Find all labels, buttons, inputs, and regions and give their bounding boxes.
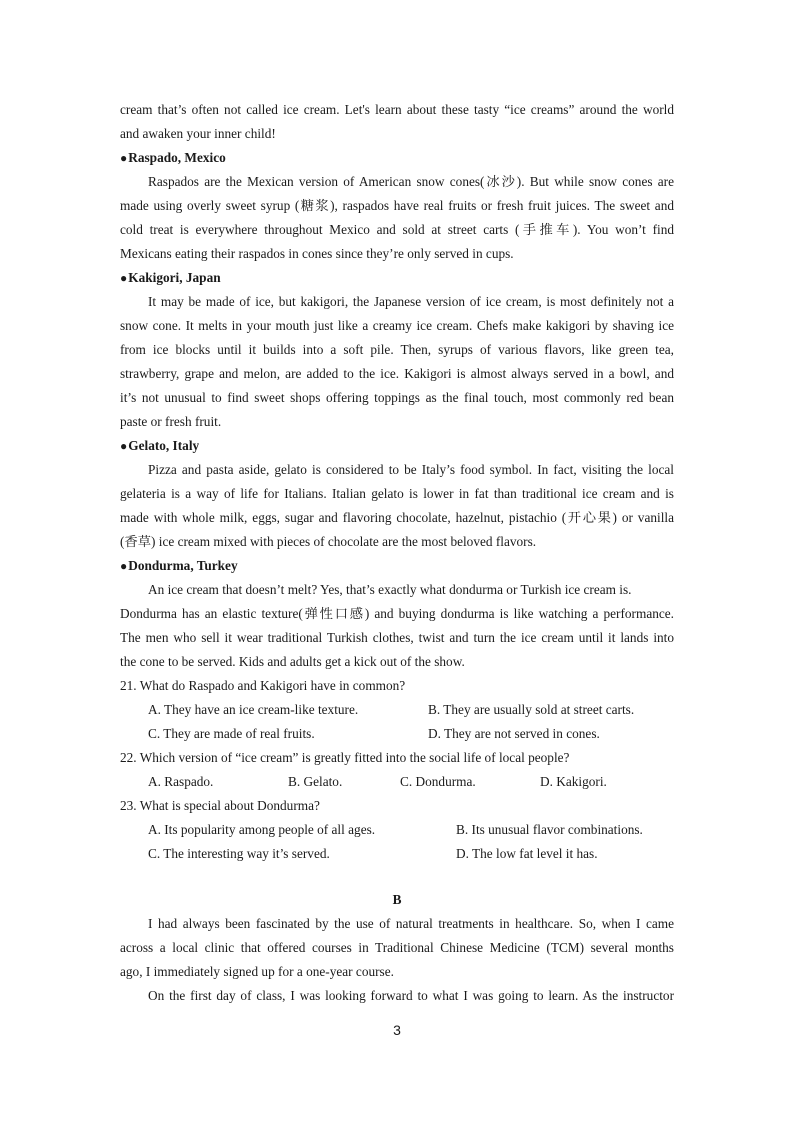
section-heading-gelato: ●Gelato, Italy [120,438,200,453]
paragraph-line: from ice blocks until it builds into a soft pile. Then, syrups of various flavors, like green tea, [120,342,674,357]
paragraph-line: Pizza and pasta aside, gelato is considered to be Italy’s food symbol. In fact, visiting the local [148,462,674,477]
page-number: 3 [393,1022,401,1038]
question-options-row [120,722,674,746]
bullet-icon: ● [120,151,128,165]
question-stem-21: 21. What do Raspado and Kakigori have in common? [120,678,406,693]
question-options-row [120,818,674,842]
paragraph-line: It may be made of ice, but kakigori, the Japanese version of ice cream, is most definitely not a [148,294,674,309]
option-d: D. They are not served in cones. [428,726,600,741]
paragraph-line: it’s not unusual to find sweet shops offering toppings as the final touch, most commonly red bean [120,390,674,405]
intro-line-2: and awaken your inner child! [120,126,276,141]
bullet-icon: ● [120,271,128,285]
option-d: D. The low fat level it has. [456,846,598,861]
option-b: B. Its unusual flavor combinations. [456,822,643,837]
document-page [120,98,674,1008]
option-a: A. Its popularity among people of all ages. [148,822,376,837]
bullet-icon: ● [120,439,128,453]
paragraph-line: Raspados are the Mexican version of American snow cones(冰沙). But while snow cones are [148,174,674,189]
bullet-icon: ● [120,559,128,573]
question-options-row [120,698,674,722]
paragraph-line: Mexicans eating their raspados in cones since they’re only served in cups. [120,246,514,261]
intro-line-1: cream that’s often not called ice cream. Let's learn about these tasty “ice creams” around the world [120,102,674,117]
paragraph-line: made with whole milk, eggs, sugar and flavoring chocolate, hazelnut, pistachio (开心果) or vanilla [120,510,674,525]
option-c: C. The interesting way it’s served. [148,846,330,861]
option-b: B. They are usually sold at street carts. [428,702,635,717]
question-options-row [120,770,674,794]
paragraph-line: strawberry, grape and melon, are added to the ice. Kakigori is almost always served in a bowl, and [120,366,674,381]
option-c: C. Dondurma. [400,774,476,789]
option-d: D. Kakigori. [540,774,607,789]
option-a: A. They have an ice cream-like texture. [148,702,359,717]
paragraph-line: On the first day of class, I was looking forward to what I was going to learn. As the instructor [148,988,674,1003]
paragraph-line: across a local clinic that offered courses in Traditional Chinese Medicine (TCM) several months [120,940,674,955]
paragraph-line: paste or fresh fruit. [120,414,222,429]
paragraph-line: gelateria is a way of life for Italians. Italian gelato is lower in fat than traditional ice cream and is [120,486,674,501]
option-c: C. They are made of real fruits. [148,726,315,741]
paragraph-line: the cone to be served. Kids and adults get a kick out of the show. [120,654,465,669]
paragraph-line: made using overly sweet syrup (糖浆), raspados have real fruits or fresh fruit juices. The sweet and [120,198,674,213]
paragraph-line: An ice cream that doesn’t melt? Yes, that’s exactly what dondurma or Turkish ice cream is. [148,582,632,597]
section-heading-kakigori: ●Kakigori, Japan [120,270,221,285]
paragraph-line: The men who sell it wear traditional Turkish clothes, twist and turn the ice cream until it lands into [120,630,674,645]
paragraph-line: cold treat is everywhere throughout Mexico and sold at street carts (手推车). You won’t find [120,222,674,237]
question-stem-22: 22. Which version of “ice cream” is greatly fitted into the social life of local people? [120,750,570,765]
paragraph-line: ago, I immediately signed up for a one-year course. [120,964,394,979]
question-options-row [120,842,674,866]
paragraph-line: snow cone. It melts in your mouth just like a creamy ice cream. Chefs make kakigori by shaving ice [120,318,674,333]
paragraph-line: (香草) ice cream mixed with pieces of chocolate are the most beloved flavors. [120,534,537,549]
paragraph-line: Dondurma has an elastic texture(弹性口感) and buying dondurma is like watching a performance. [120,606,674,621]
section-heading-dondurma: ●Dondurma, Turkey [120,558,238,573]
section-b-title: B [392,892,402,907]
question-stem-23: 23. What is special about Dondurma? [120,798,320,813]
section-heading-raspado: ●Raspado, Mexico [120,150,226,165]
option-a: A. Raspado. [148,774,214,789]
paragraph-line: I had always been fascinated by the use of natural treatments in healthcare. So, when I came [148,916,674,931]
option-b: B. Gelato. [288,774,343,789]
